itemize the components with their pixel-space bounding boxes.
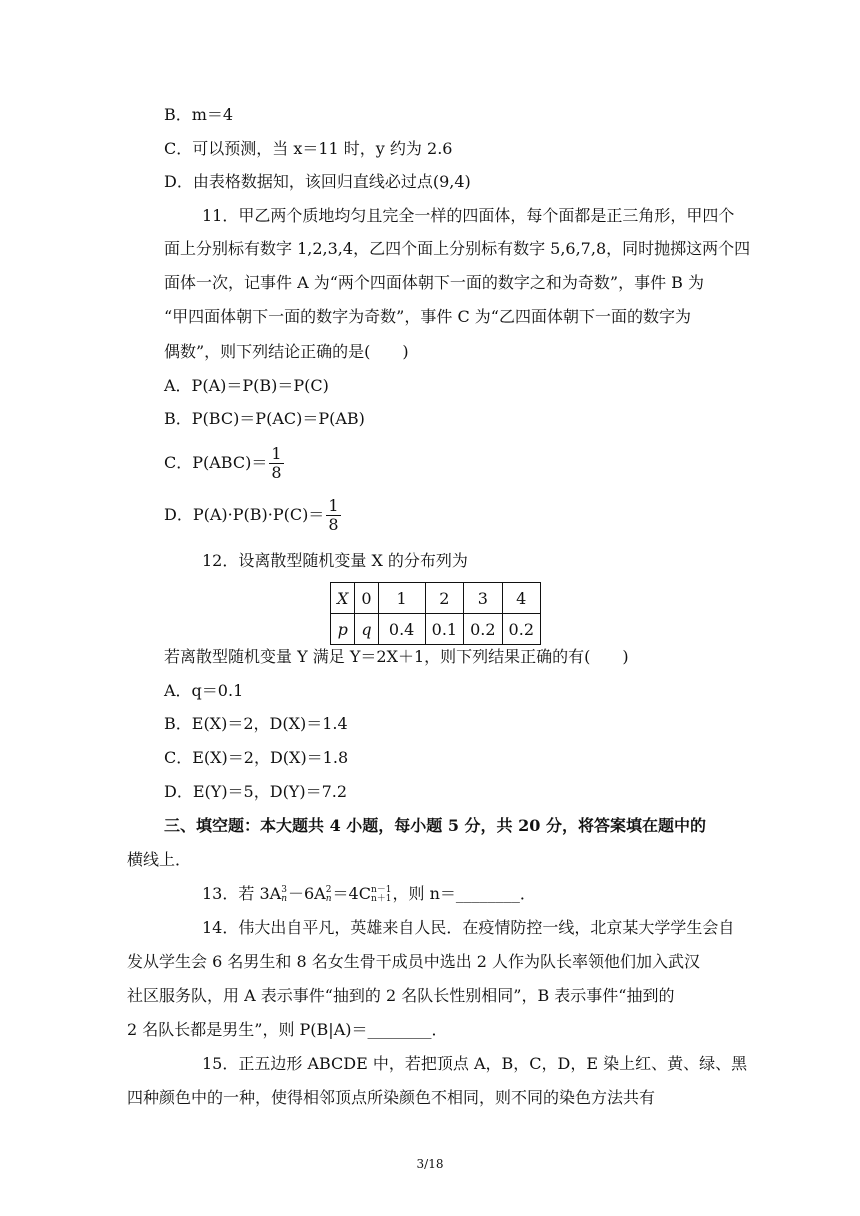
option-c-11-text: C．P(ABC)＝: [164, 453, 268, 472]
distribution-table: [330, 582, 541, 645]
option-b-11: B．P(BC)＝P(AC)＝P(AB): [164, 409, 365, 428]
table-cell: 3: [464, 583, 502, 614]
table-cell: 1: [378, 583, 425, 614]
question-11-line-4: “甲四面体朝下一面的数字为奇数”，事件 C 为“乙四面体朝下一面的数字为: [164, 307, 691, 326]
fraction: [326, 497, 340, 534]
question-14-line-2: 发从学生会 6 名男生和 8 名女生骨干成员中选出 2 人作为队长率领他们加入武汉: [127, 952, 701, 971]
table-cell: 0.4: [378, 614, 425, 645]
question-14-line-3: 社区服务队，用 A 表示事件“抽到的 2 名队长性别相同”，B 表示事件“抽到的: [127, 986, 675, 1005]
option-b-10: B．m＝4: [164, 105, 234, 124]
table-cell: X: [331, 583, 355, 614]
fraction-numerator: 1: [328, 496, 339, 515]
table-cell: 2: [425, 583, 463, 614]
perm-index: [281, 886, 287, 904]
question-14-line-1: 14．伟大出自平凡，英雄来自人民．在疫情防控一线，北京某大学学生会自: [202, 918, 735, 937]
option-b-12: B．E(X)＝2，D(X)＝1.4: [164, 714, 348, 733]
table-cell: q: [355, 614, 378, 645]
question-13: [202, 883, 536, 905]
question-14-line-4: 2 名队长都是男生”，则 P(B|A)＝________．: [127, 1020, 448, 1039]
question-11-line-3: 面体一次，记事件 A 为“两个四面体朝下一面的数字之和为奇数”，事件 B 为: [164, 273, 705, 292]
table-row: [331, 583, 541, 614]
option-d-10: D．由表格数据知，该回归直线必过点(9,4): [164, 172, 471, 191]
table-cell: 0: [355, 583, 378, 614]
sub: n: [325, 893, 332, 904]
table-cell: 0.1: [425, 614, 463, 645]
sub: n: [281, 893, 287, 904]
option-a-12: A．q＝0.1: [164, 681, 244, 700]
sup: n－1: [370, 884, 392, 895]
question-11-line-2: 面上分别标有数字 1,2,3,4，乙四个面上分别标有数字 5,6,7,8，同时抛掷这两个四: [164, 239, 751, 258]
fraction: [269, 445, 283, 482]
table-cell: 0.2: [502, 614, 540, 645]
comb-index: [371, 886, 392, 904]
question-15-line-2: 四种颜色中的一种，使得相邻顶点所染颜色不相同，则不同的染色方法共有: [127, 1088, 656, 1107]
question-13-part-a: 13．若 3A: [202, 884, 282, 903]
perm-index: [326, 886, 332, 904]
question-12-condition: 若离散型随机变量 Y 满足 Y＝2X＋1，则下列结果正确的有( ): [164, 647, 629, 666]
option-d-11: [164, 497, 341, 534]
option-c-11: [164, 445, 284, 482]
option-c-12: C．E(X)＝2，D(X)＝1.8: [164, 748, 349, 767]
option-a-11: A．P(A)＝P(B)＝P(C): [164, 376, 329, 395]
question-11-line-1: 11．甲乙两个质地均匀且完全一样的四面体，每个面都是正三角形，甲四个: [202, 206, 735, 225]
section-3-heading-cont: 横线上．: [127, 850, 192, 869]
question-11-line-5: 偶数”，则下列结论正确的是( ): [164, 342, 409, 361]
question-13-part-c: ＝4C: [332, 884, 371, 903]
question-15-line-1: 15．正五边形 ABCDE 中，若把顶点 A，B，C，D，E 染上红、黄、绿、黑: [202, 1054, 748, 1073]
sup: 3: [281, 884, 287, 895]
table-cell: 0.2: [464, 614, 502, 645]
option-d-11-text: D．P(A)·P(B)·P(C)＝: [164, 505, 325, 524]
section-3-heading: 三、填空题：本大题共 4 小题，每小题 5 分，共 20 分，将答案填在题中的: [164, 816, 706, 835]
page-number: 3/18: [416, 1157, 444, 1171]
question-12: 12．设离散型随机变量 X 的分布列为: [202, 551, 468, 570]
table-cell: p: [331, 614, 355, 645]
question-13-part-b: －6A: [287, 884, 326, 903]
table-cell: 4: [502, 583, 540, 614]
question-13-part-d: ，则 n＝________．: [392, 884, 536, 903]
option-d-12: D．E(Y)＝5，D(Y)＝7.2: [164, 782, 348, 801]
fraction-denominator: 8: [328, 515, 339, 534]
option-c-10: C．可以预测，当 x＝11 时，y 约为 2.6: [164, 139, 453, 158]
table-row: [331, 614, 541, 645]
sub: n＋1: [370, 893, 392, 904]
sup: 2: [325, 884, 332, 895]
fraction-numerator: 1: [271, 444, 282, 463]
fraction-denominator: 8: [271, 463, 282, 482]
